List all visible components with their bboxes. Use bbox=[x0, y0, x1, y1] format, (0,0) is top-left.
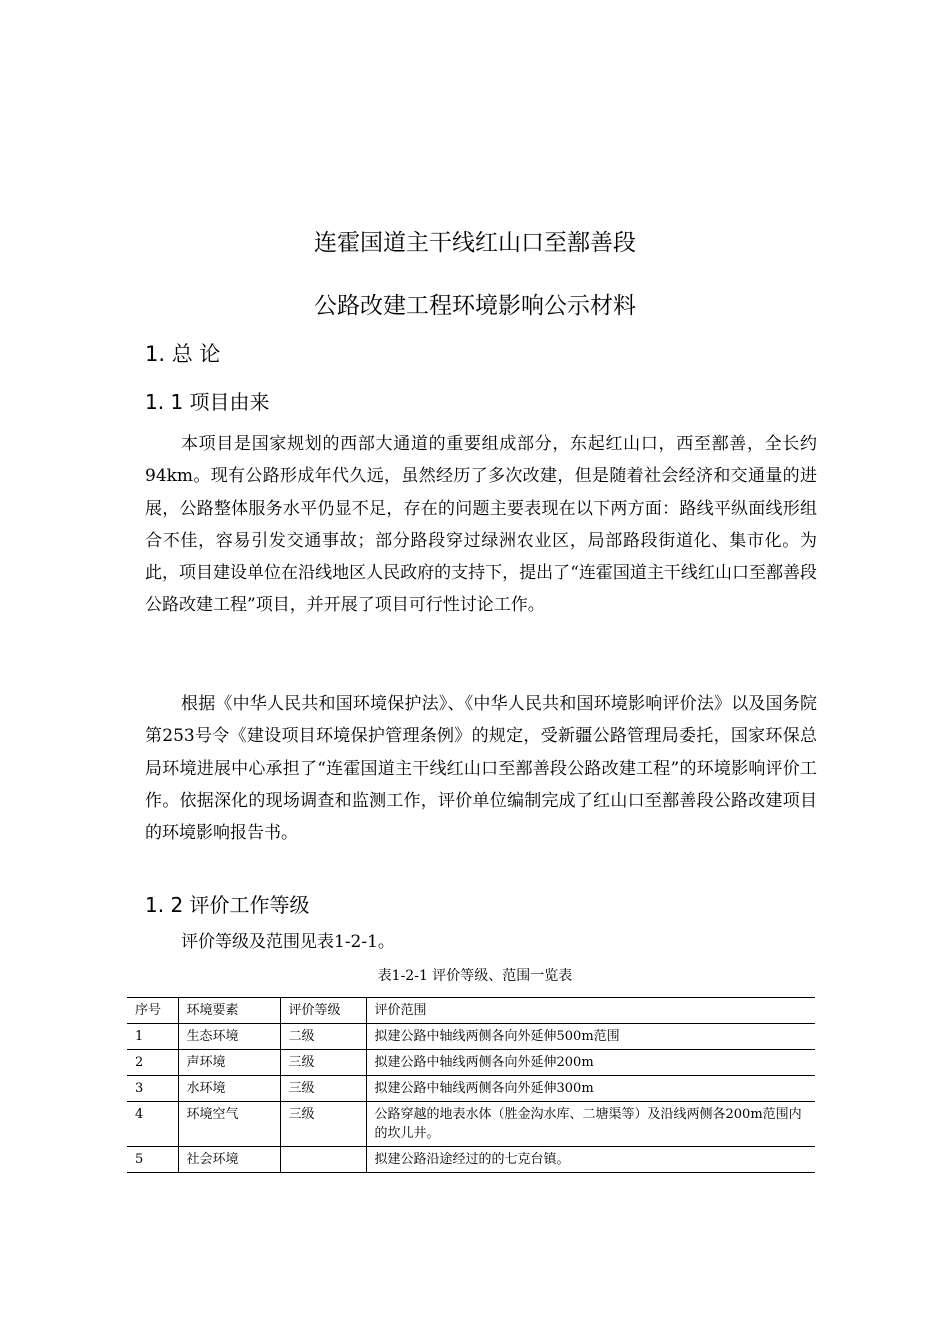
table-row bbox=[127, 1076, 815, 1102]
table-cell: 2 bbox=[127, 1050, 178, 1076]
table-cell: 声环境 bbox=[178, 1050, 280, 1076]
table-cell: 拟建公路沿途经过的的七克台镇。 bbox=[366, 1147, 815, 1173]
table-cell: 二级 bbox=[280, 1024, 366, 1050]
table-cell: 拟建公路中轴线两侧各向外延伸300m bbox=[366, 1076, 815, 1102]
paragraph-table-reference: 评价等级及范围见表1-2-1。 bbox=[181, 932, 395, 952]
table-cell: 三级 bbox=[280, 1076, 366, 1102]
section-heading-evaluation-grade: 1. 2 评价工作等级 bbox=[145, 893, 310, 917]
header-cell: 评价范围 bbox=[366, 998, 815, 1024]
section-heading-general: 1. 总 论 bbox=[145, 342, 221, 366]
table-row bbox=[127, 1024, 815, 1050]
table-row bbox=[127, 1102, 815, 1147]
section-heading-project-origin: 1. 1 项目由来 bbox=[145, 390, 270, 414]
table-cell: 社会环境 bbox=[178, 1147, 280, 1173]
table-cell: 生态环境 bbox=[178, 1024, 280, 1050]
table-cell: 三级 bbox=[280, 1102, 366, 1147]
table-cell: 5 bbox=[127, 1147, 178, 1173]
table-cell: 公路穿越的地表水体（胜金沟水库、二塘渠等）及沿线两侧各200m范围内的坎儿井。 bbox=[366, 1102, 815, 1147]
table-cell: 3 bbox=[127, 1076, 178, 1102]
table-cell: 环境空气 bbox=[178, 1102, 280, 1147]
table-cell: 三级 bbox=[280, 1050, 366, 1076]
table-cell: 4 bbox=[127, 1102, 178, 1147]
table-cell: 水环境 bbox=[178, 1076, 280, 1102]
document-title-line2: 公路改建工程环境影响公示材料 bbox=[314, 293, 636, 319]
paragraph-project-background: 本项目是国家规划的西部大通道的重要组成部分，东起红山口，西至鄯善，全长约94km。现有公路形成年代久远，虽然经历了多次改建，但是随着社会经济和交通量的进展，公路整体服务水平仍显不足，存在的问题主要表现在以下两方面：路线平纵面线形组合不佳，容易引发交通事故；部分路段穿过绿洲农业区，局部路段街道化、集市化。为此，项目建设单位在沿线地区人民政府的支持下，提出了“连霍国道主干线红山口至鄯善段公路改建工程”项目，并开展了项目可行性讨论工作。 bbox=[145, 434, 817, 616]
table-caption: 表1-2-1 评价等级、范围一览表 bbox=[377, 968, 573, 984]
table-cell: 拟建公路中轴线两侧各向外延伸500m范围 bbox=[366, 1024, 815, 1050]
table-cell bbox=[280, 1147, 366, 1173]
header-cell: 评价等级 bbox=[280, 998, 366, 1024]
evaluation-grade-table bbox=[127, 997, 815, 1173]
table-row bbox=[127, 1147, 815, 1173]
header-cell: 序号 bbox=[127, 998, 178, 1024]
table-header-row bbox=[127, 998, 815, 1024]
table-cell: 1 bbox=[127, 1024, 178, 1050]
table-row bbox=[127, 1050, 815, 1076]
paragraph-legal-basis: 根据《中华人民共和国环境保护法》、《中华人民共和国环境影响评价法》以及国务院第253号令《建设项目环境保护管理条例》的规定，受新疆公路管理局委托，国家环保总局环境进展中心承担了“连霍国道主干线红山口至鄯善段公路改建工程”的环境影响评价工作。依据深化的现场调查和监测工作，评价单位编制完成了红山口至鄯善段公路改建项目的环境影响报告书。 bbox=[145, 694, 817, 844]
table-cell: 拟建公路中轴线两侧各向外延伸200m bbox=[366, 1050, 815, 1076]
document-title-line1: 连霍国道主干线红山口至鄯善段 bbox=[314, 230, 636, 256]
header-cell: 环境要素 bbox=[178, 998, 280, 1024]
